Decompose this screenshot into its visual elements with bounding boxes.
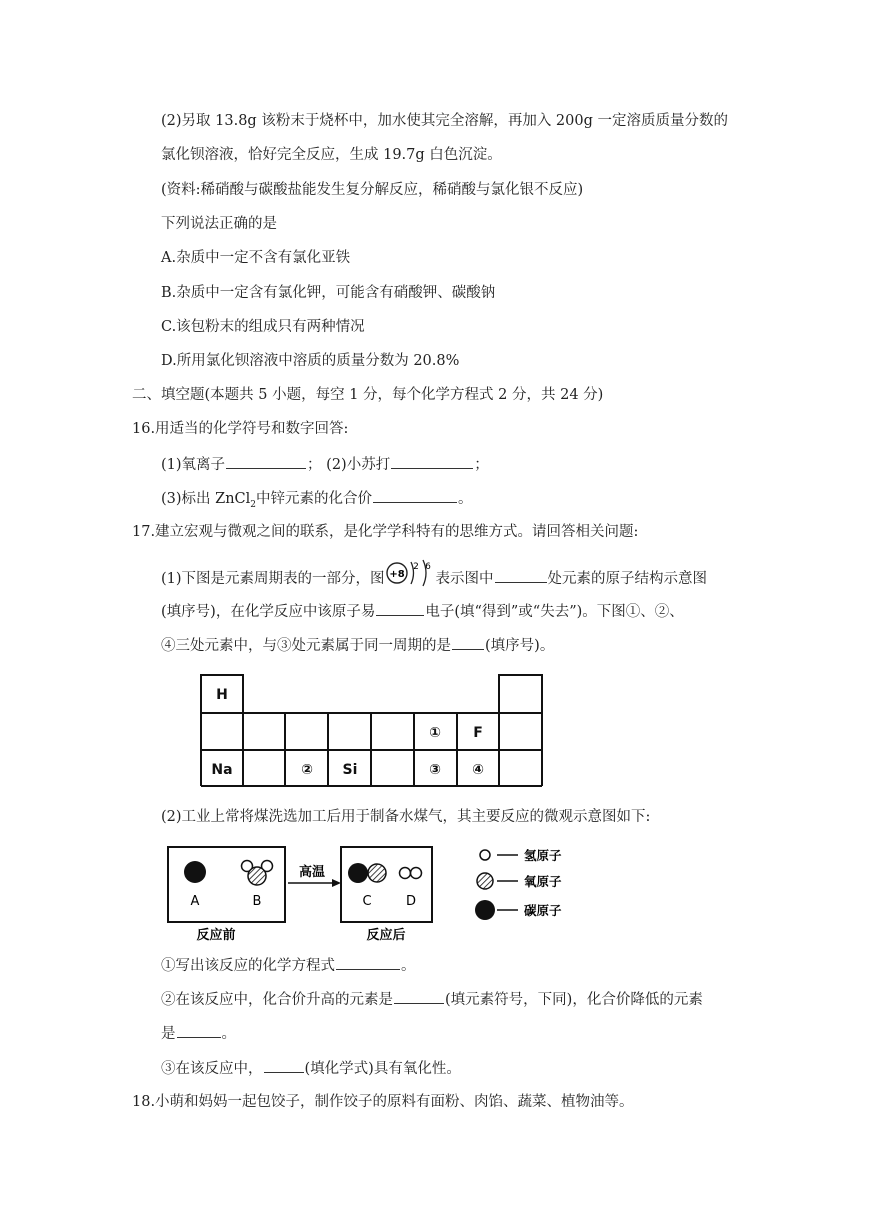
q17-p1-line3-a: ④三处元素中，与③处元素属于同一周期的是 — [161, 638, 451, 654]
arrow-head-icon — [332, 879, 341, 887]
q17-blank3[interactable] — [452, 635, 484, 650]
atom-structure-diagram — [385, 562, 436, 588]
q17-p1-line3 — [161, 635, 554, 656]
q17-p1-a: (1)下图是元素周期表的一部分，图 — [161, 571, 385, 587]
carbon-atom-c — [348, 863, 368, 883]
q16-blank2[interactable] — [391, 454, 473, 469]
q17-s1 — [161, 955, 416, 976]
hydrogen-atom-d — [411, 868, 422, 879]
cell-3: ③ — [429, 762, 441, 778]
atom-shell1: 2 — [412, 562, 419, 572]
q17-blank1[interactable] — [495, 568, 547, 583]
q16-row2 — [161, 488, 473, 515]
q17-p1-line3-b: (填序号)。 — [485, 638, 555, 654]
q15-option-c: C.该包粉末的组成只有两种情况 — [161, 319, 365, 335]
label-c: C — [362, 894, 372, 909]
q15-part2-line2: 氯化钡溶液，恰好完全反应，生成 19.7g 白色沉淀。 — [161, 147, 502, 163]
cell-na: Na — [211, 762, 233, 778]
atom-shell2: 6 — [424, 562, 431, 572]
q16-row1 — [161, 454, 489, 475]
q17-s1-b: 。 — [401, 958, 416, 974]
label-d: D — [405, 894, 417, 909]
oxygen-atom — [248, 867, 266, 885]
hydrogen-atom-d — [400, 868, 411, 879]
q17-s3-a: ③在该反应中， — [161, 1061, 263, 1077]
q17-s2-a: ②在该反应中，化合价升高的元素是 — [161, 992, 393, 1008]
before-caption: 反应前 — [196, 928, 236, 943]
q15-part2-line1: (2)另取 13.8g 该粉末于烧杯中，加水使其完全溶解，再加入 200g 一定溶质质量分数的 — [161, 113, 728, 129]
q17-s3-b: (填化学式)具有氧化性。 — [304, 1061, 461, 1077]
q17-s3 — [161, 1058, 461, 1079]
legend-carbon-icon — [475, 900, 495, 920]
q17-blank2[interactable] — [376, 601, 424, 616]
cell-1: ① — [429, 725, 441, 741]
q16-end3: 。 — [458, 491, 473, 507]
q16-sep: ； — [307, 457, 322, 473]
q16-stem: 16.用适当的化学符号和数字回答: — [132, 421, 349, 437]
q16-end1: ； — [474, 457, 489, 473]
q17-s2-line2-b: 。 — [221, 1026, 236, 1042]
q15-option-b: B.杂质中一定含有氯化钾，可能含有硝酸钾、碳酸钠 — [161, 285, 496, 301]
section-heading: 二、填空题(本题共 5 小题，每空 1 分，每个化学方程式 2 分，共 24 分) — [132, 387, 604, 403]
before-box — [168, 847, 285, 922]
q18-stem: 18.小萌和妈妈一起包饺子，制作饺子的原料有面粉、肉馅、蔬菜、植物油等。 — [132, 1094, 634, 1110]
legend-oxygen: 氧原子 — [524, 874, 562, 889]
q15-option-a: A.杂质中一定不含有氯化亚铁 — [161, 250, 351, 266]
q17-blank7[interactable] — [264, 1058, 304, 1073]
q17-s2 — [161, 989, 703, 1010]
q17-p2: (2)工业上常将煤洗选加工后用于制备水煤气，其主要反应的微观示意图如下: — [161, 809, 651, 825]
q17-p1-line1 — [161, 562, 708, 589]
q16-item3-a: (3)标出 ZnCl — [161, 491, 251, 507]
arrow-label: 高温 — [298, 865, 326, 880]
legend-hydrogen-icon — [480, 850, 490, 860]
q15-prompt: 下列说法正确的是 — [161, 216, 277, 232]
q16-item3-b: 中锌元素的化合价 — [256, 491, 373, 507]
q17-p1-line2 — [161, 601, 684, 622]
cell-4: ④ — [472, 762, 484, 778]
legend-oxygen-icon — [477, 873, 493, 889]
cell-h: H — [216, 687, 228, 703]
cell-si: Si — [342, 762, 358, 778]
cell-f: F — [473, 725, 483, 741]
q17-p1-line2-a: (填序号)，在化学反应中该原子易 — [161, 604, 376, 620]
q17-p1-b: 表示图中 — [435, 571, 494, 587]
q17-s1-a: ①写出该反应的化学方程式 — [161, 958, 335, 974]
atom-nucleus: +8 — [388, 569, 405, 580]
legend-hydrogen: 氢原子 — [524, 848, 562, 863]
after-caption: 反应后 — [366, 928, 406, 943]
q16-blank1[interactable] — [226, 454, 306, 469]
q17-blank5[interactable] — [394, 989, 444, 1004]
after-box — [341, 847, 432, 922]
q17-stem: 17.建立宏观与微观之间的联系，是化学学科特有的思维方式。请回答相关问题: — [132, 524, 639, 540]
carbon-atom-a — [184, 861, 206, 883]
oxygen-atom-c — [368, 864, 386, 882]
q16-item3-sub: 2 — [250, 499, 257, 510]
q17-s2-b: (填元素符号，下同)，化合价降低的元素 — [445, 992, 703, 1008]
q15-note: (资料:稀硝酸与碳酸盐能发生复分解反应，稀硝酸与氯化银不反应) — [161, 182, 584, 198]
q16-item1: (1)氧离子 — [161, 457, 226, 473]
cell-2: ② — [301, 762, 313, 778]
q15-option-d: D.所用氯化钡溶液中溶质的质量分数为 20.8% — [161, 353, 460, 369]
q17-p1-c: 处元素的原子结构示意图 — [547, 571, 708, 587]
q17-s2-line2-a: 是 — [161, 1026, 176, 1042]
q17-s2-line2 — [161, 1023, 236, 1044]
label-a: A — [190, 894, 200, 909]
periodic-table-fragment — [195, 670, 555, 792]
q17-blank6[interactable] — [177, 1023, 221, 1038]
q16-item2: (2)小苏打 — [326, 457, 391, 473]
q17-blank4[interactable] — [336, 955, 400, 970]
label-b: B — [252, 894, 262, 909]
q17-p1-line2-b: 电子(填“得到”或“失去”)。下图①、②、 — [425, 604, 684, 620]
reaction-micro-diagram — [160, 838, 600, 948]
q16-blank3[interactable] — [373, 488, 457, 503]
legend-carbon: 碳原子 — [524, 903, 562, 918]
